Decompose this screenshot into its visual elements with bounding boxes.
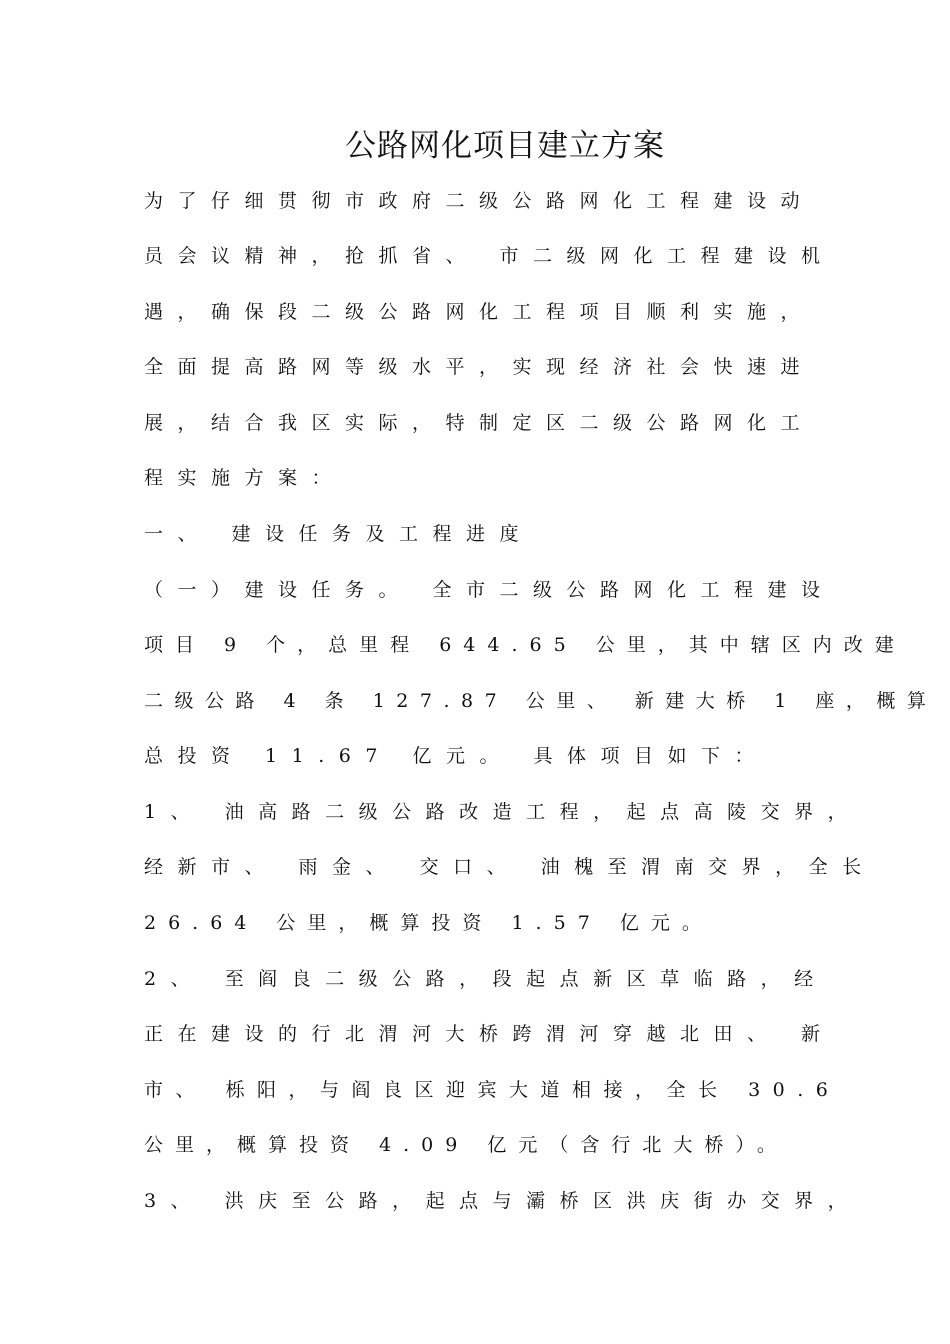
body-line: 为了仔细贯彻市政府二级公路网化工程建设动 [144, 190, 815, 212]
list-item-cont: 公里，概算投资 4.09 亿元（含行北大桥）。 [144, 1134, 788, 1156]
list-item: 3、 洪庆至公路，起点与灞桥区洪庆街办交界， [144, 1190, 862, 1212]
body-line: 展，结合我区实际，特制定区二级公路网化工 [144, 412, 815, 434]
list-item: 2、 至阎良二级公路，段起点新区草临路，经 [144, 968, 828, 990]
body-line: 全面提高路网等级水平，实现经济社会快速进 [144, 356, 815, 378]
body-line: 二级公路 4 条 127.87 公里、 新建大桥 1 座，概算 [144, 690, 938, 712]
list-item-cont: 26.64 公里，概算投资 1.57 亿元。 [144, 912, 713, 934]
list-item-cont: 市、 栎阳，与阎良区迎宾大道相接，全长 30.6 [144, 1079, 841, 1101]
body-line: 总投资 11.67 亿元。 具体项目如下： [144, 745, 769, 767]
list-item-cont: 经新市、 雨金、 交口、 油槐至渭南交界，全长 [144, 856, 876, 878]
body-line: 项目 9 个，总里程 644.65 公里，其中辖区内改建 [144, 634, 906, 656]
section-heading: 一、 建设任务及工程进度 [144, 523, 534, 545]
body-line: 遇，确保段二级公路网化工程项目顺利实施， [144, 301, 815, 323]
list-item-cont: 正在建设的行北渭河大桥跨渭河穿越北田、 新 [144, 1023, 835, 1045]
body-line: 员会议精神，抢抓省、 市二级网化工程建设机 [144, 245, 835, 267]
body-line: （一）建设任务。 全市二级公路网化工程建设 [144, 579, 835, 601]
document-title: 公路网化项目建立方案 [345, 128, 665, 164]
list-item: 1、 油高路二级公路改造工程，起点高陵交界， [144, 801, 862, 823]
body-line: 程实施方案： [144, 467, 346, 489]
